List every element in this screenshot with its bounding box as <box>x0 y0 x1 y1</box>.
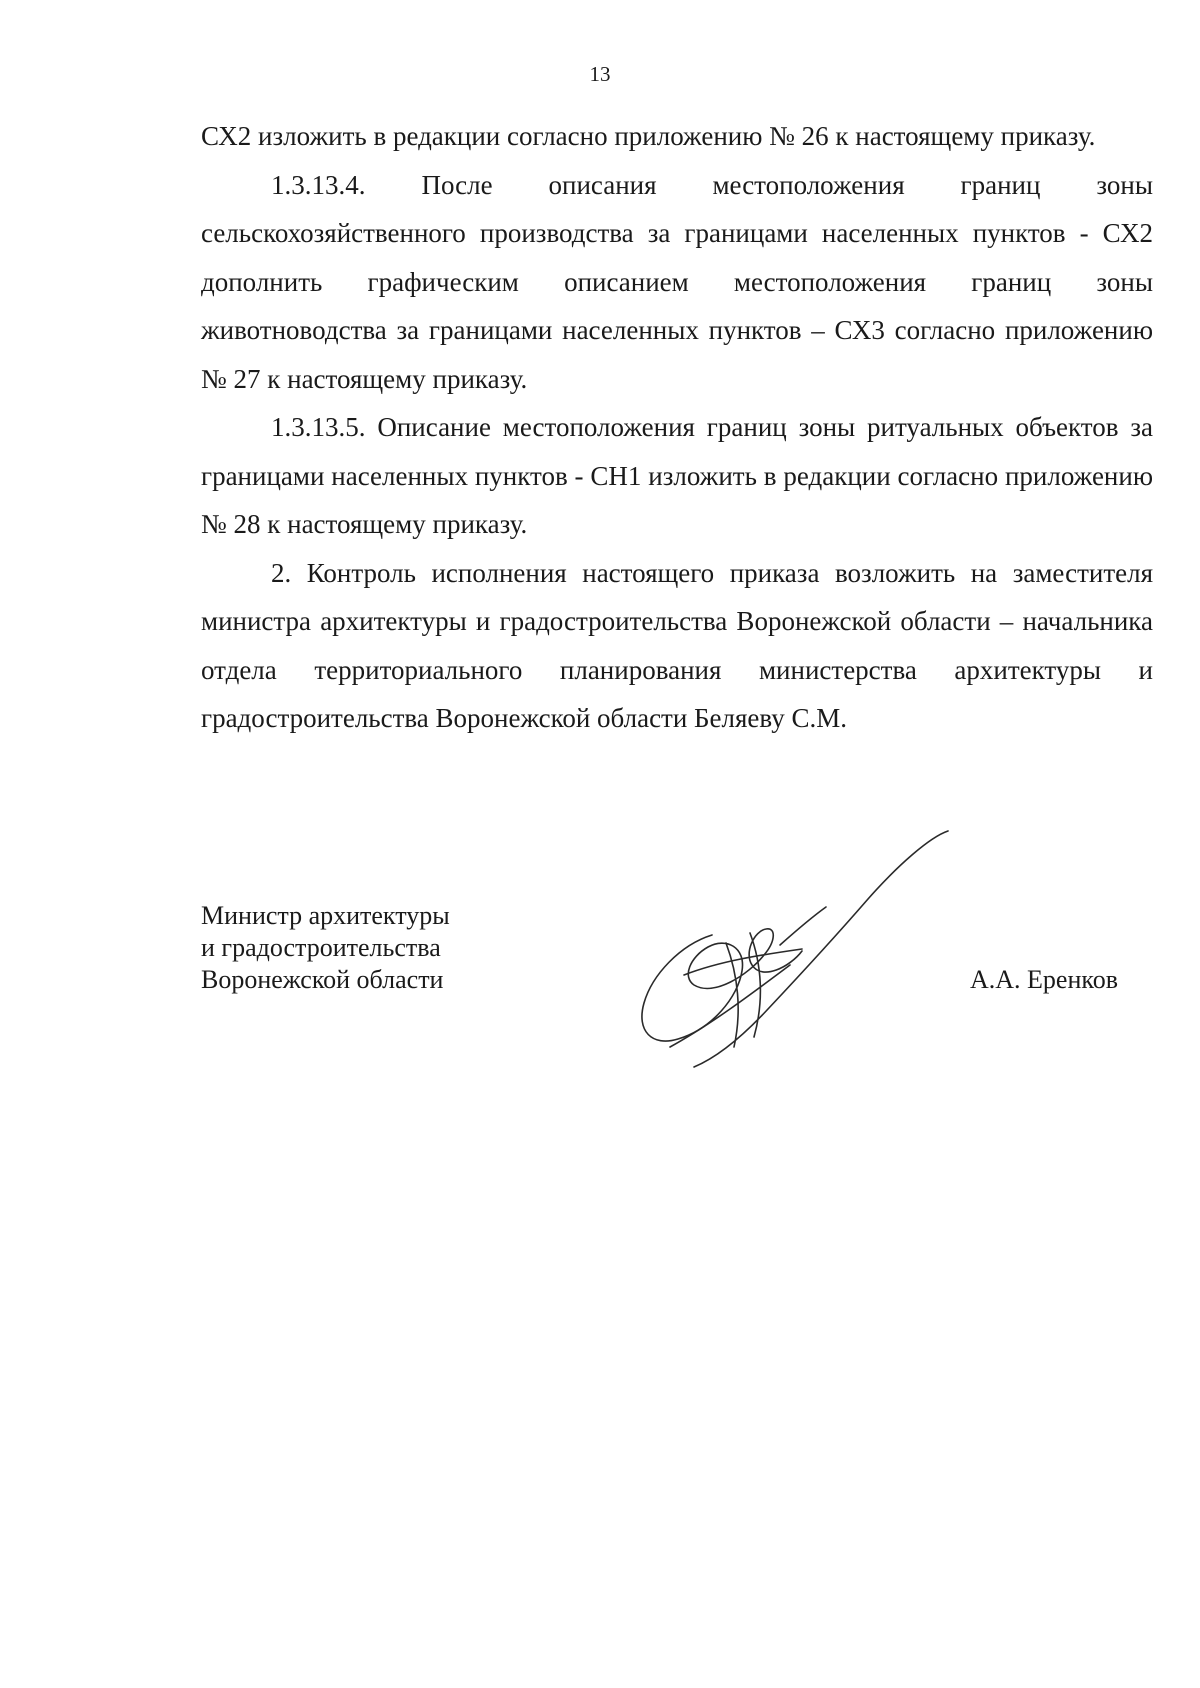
signatory-title-line: и градостроительства <box>201 933 441 962</box>
signatory-title-line: Воронежской области <box>201 965 444 994</box>
signatory-title-line: Министр архитектуры <box>201 901 450 930</box>
paragraph-1-3-13-4: 1.3.13.4. После описания местоположения границ зоны сельскохозяйственного производства за границами населенных пунктов - СХ2 дополнить графическим описанием местоположения границ зоны животноводства за границами населенных пунктов – СХ3 согласно приложению № 27 к настоящему приказу. <box>201 169 1153 394</box>
document-body <box>201 112 1153 743</box>
handwritten-signature-icon <box>630 825 970 1070</box>
page-number: 13 <box>589 62 611 86</box>
signatory-title <box>201 900 450 996</box>
paragraph-2-control: 2. Контроль исполнения настоящего приказа возложить на заместителя министра архитектуры и градостроительства Воронежской области – начальника отдела территориального планирования министерства архитектуры и градостроительства Воронежской области Беляеву С.М. <box>201 557 1153 733</box>
signatory-name: А.А. Еренков <box>970 965 1118 994</box>
paragraph-continuation: СХ2 изложить в редакции согласно приложению № 26 к настоящему приказу. <box>201 121 1096 151</box>
paragraph-1-3-13-5: 1.3.13.5. Описание местоположения границ зоны ритуальных объектов за границами населенных пунктов - СН1 изложить в редакции согласно приложению № 28 к настоящему приказу. <box>201 412 1153 539</box>
